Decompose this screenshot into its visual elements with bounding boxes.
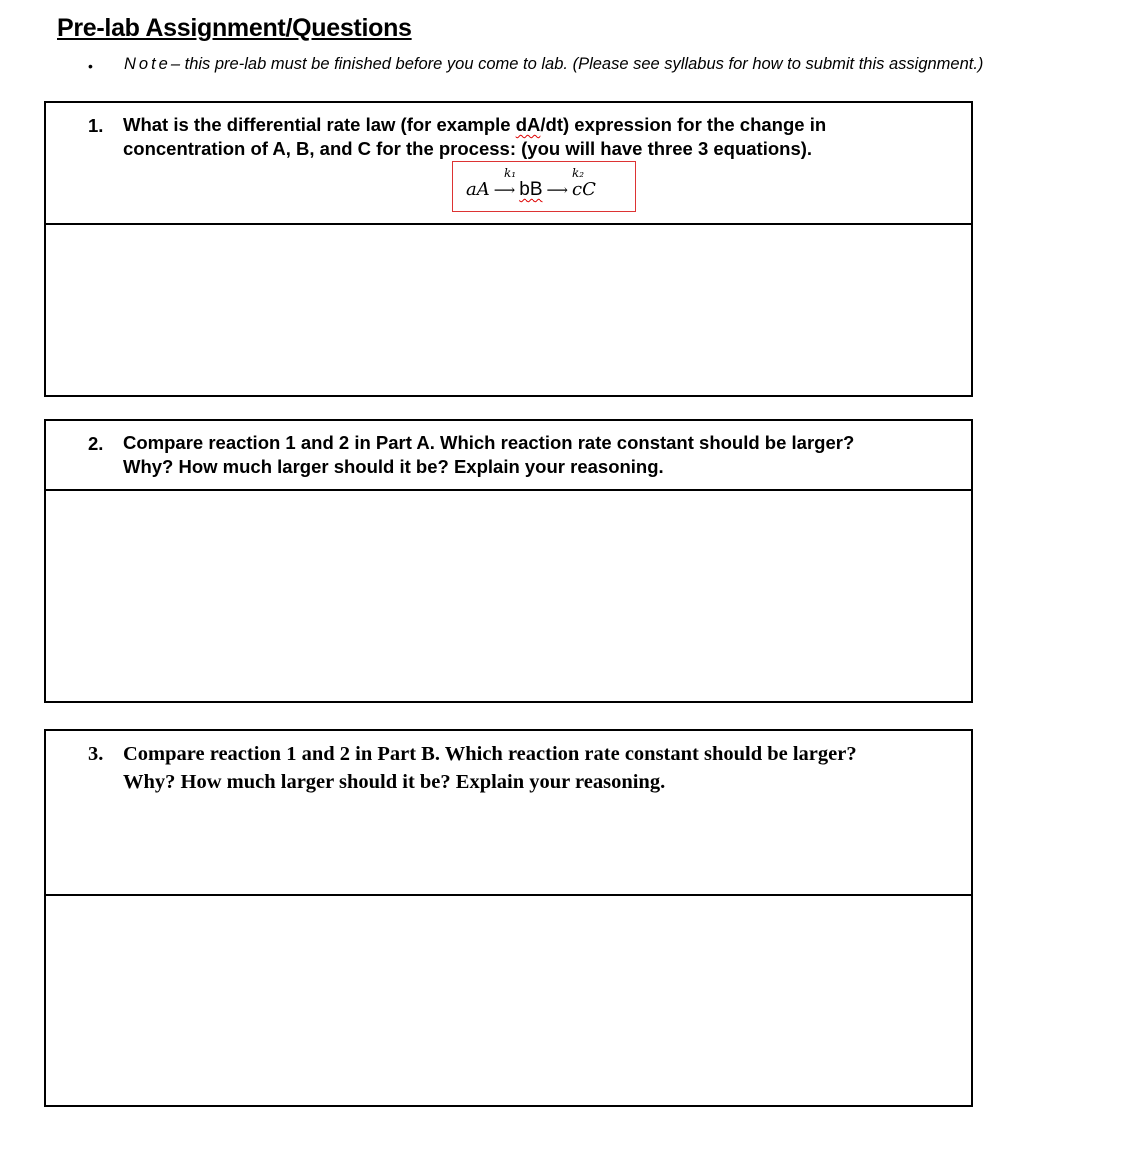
- question-2-line1: Compare reaction 1 and 2 in Part A. Which reaction rate constant should be larger?: [123, 432, 855, 453]
- question-1-line2: concentration of A, B, and C for the process: (you will have three 3 equations).: [123, 138, 813, 159]
- answer-3-box[interactable]: [44, 894, 973, 1107]
- question-2-line2: Why? How much larger should it be? Explain your reasoning.: [123, 456, 664, 477]
- arrow-icon: ⟶: [546, 181, 569, 199]
- question-2-text: [123, 431, 854, 479]
- rate-constant-k2: k₂: [572, 166, 585, 180]
- note-rest: – this pre-lab must be finished before you come to lab. (Please see syllabus for how to submit this assignment.): [170, 55, 984, 73]
- note-word: Note: [124, 55, 171, 73]
- note-text: [124, 55, 983, 74]
- page-title: Pre-lab Assignment/Questions: [57, 14, 412, 42]
- reactant: aA: [466, 179, 490, 200]
- question-1-text: [123, 113, 826, 161]
- reaction-equation: [452, 161, 636, 212]
- note-bullet: •: [88, 58, 93, 74]
- equation-row: [466, 179, 596, 201]
- rate-constant-k1: k₁: [504, 166, 517, 180]
- intermediate: bB: [519, 179, 543, 200]
- answer-2-box[interactable]: [44, 489, 973, 703]
- question-3-text: [123, 740, 857, 796]
- question-1-line1: What is the differential rate law (for example dA/dt) expression for the change in: [123, 114, 827, 135]
- product: cC: [572, 179, 596, 200]
- arrow-icon: ⟶: [493, 181, 516, 199]
- question-2-number: 2.: [88, 433, 104, 454]
- spellcheck-word: dA: [515, 114, 541, 135]
- question-3-line1: Compare reaction 1 and 2 in Part B. Which reaction rate constant should be larger?: [123, 743, 857, 765]
- question-3-line2: Why? How much larger should it be? Explain your reasoning.: [123, 771, 666, 793]
- question-3-number: 3.: [88, 743, 104, 765]
- answer-1-box[interactable]: [44, 223, 973, 397]
- question-1-number: 1.: [88, 115, 104, 136]
